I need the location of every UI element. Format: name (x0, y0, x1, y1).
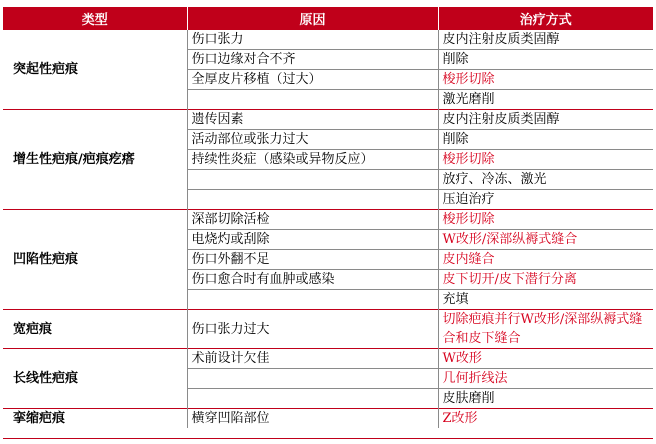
treatment-cell: W改形 (438, 349, 653, 369)
treatment-cell: 皮下切开/皮下潜行分离 (438, 270, 653, 290)
treatment-cell: 梭形切除 (438, 70, 653, 90)
cause-cell: 伤口边缘对合不齐 (187, 50, 438, 70)
cause-cell: 伤口外翻不足 (187, 250, 438, 270)
scar-type-cell: 长线性疤痕 (3, 349, 187, 409)
table-row (3, 310, 653, 349)
bottom-rule (3, 438, 653, 439)
table-row (3, 349, 653, 369)
treatment-cell: 梭形切除 (438, 210, 653, 230)
treatment-cell: 削除 (438, 50, 653, 70)
cause-cell: 活动部位或张力过大 (187, 130, 438, 150)
cause-cell: 伤口愈合时有血肿或感染 (187, 270, 438, 290)
treatment-cell: 皮肤磨削 (438, 389, 653, 409)
scar-type-cell: 宽疤痕 (3, 310, 187, 349)
treatment-cell: 充填 (438, 290, 653, 310)
cause-cell: 伤口张力过大 (187, 310, 438, 349)
table-body (3, 30, 653, 429)
treatment-cell: 几何折线法 (438, 369, 653, 389)
cause-cell (187, 190, 438, 210)
treatment-cell: Z改形 (438, 409, 653, 429)
cause-cell: 伤口张力 (187, 30, 438, 50)
treatment-cell: 皮内注射皮质类固醇 (438, 30, 653, 50)
treatment-cell: W改形/深部纵褥式缝合 (438, 230, 653, 250)
cause-cell: 术前设计欠佳 (187, 349, 438, 369)
scar-treatment-table (3, 7, 653, 428)
treatment-cell: 皮内缝合 (438, 250, 653, 270)
treatment-cell: 放疗、冷冻、激光 (438, 170, 653, 190)
scar-type-cell: 挛缩疤痕 (3, 409, 187, 429)
cause-cell: 持续性炎症（感染或异物反应） (187, 150, 438, 170)
treatment-cell: 压迫治疗 (438, 190, 653, 210)
scar-type-cell: 凹陷性疤痕 (3, 210, 187, 310)
cause-cell (187, 369, 438, 389)
cause-cell (187, 170, 438, 190)
header-type: 类型 (3, 7, 187, 30)
cause-cell: 深部切除活检 (187, 210, 438, 230)
treatment-cell: 削除 (438, 130, 653, 150)
header-cause: 原因 (187, 7, 438, 30)
table-header-row (3, 7, 653, 30)
table-row (3, 409, 653, 429)
cause-cell: 全厚皮片移植（过大） (187, 70, 438, 90)
cause-cell: 遗传因素 (187, 110, 438, 130)
header-treatment: 治疗方式 (438, 7, 653, 30)
treatment-cell: 梭形切除 (438, 150, 653, 170)
treatment-cell: 皮内注射皮质类固醇 (438, 110, 653, 130)
scar-type-cell: 突起性疤痕 (3, 30, 187, 110)
cause-cell: 横穿凹陷部位 (187, 409, 438, 429)
cause-cell: 电烧灼或刮除 (187, 230, 438, 250)
scar-table-container (3, 7, 653, 428)
scar-type-cell: 增生性疤痕/疤痕疙瘩 (3, 110, 187, 210)
table-row (3, 30, 653, 50)
treatment-cell: 切除疤痕并行W改形/深部纵褥式缝合和皮下缝合 (438, 310, 653, 349)
table-row (3, 110, 653, 130)
cause-cell (187, 290, 438, 310)
cause-cell (187, 389, 438, 409)
table-row (3, 210, 653, 230)
cause-cell (187, 90, 438, 110)
treatment-cell: 激光磨削 (438, 90, 653, 110)
